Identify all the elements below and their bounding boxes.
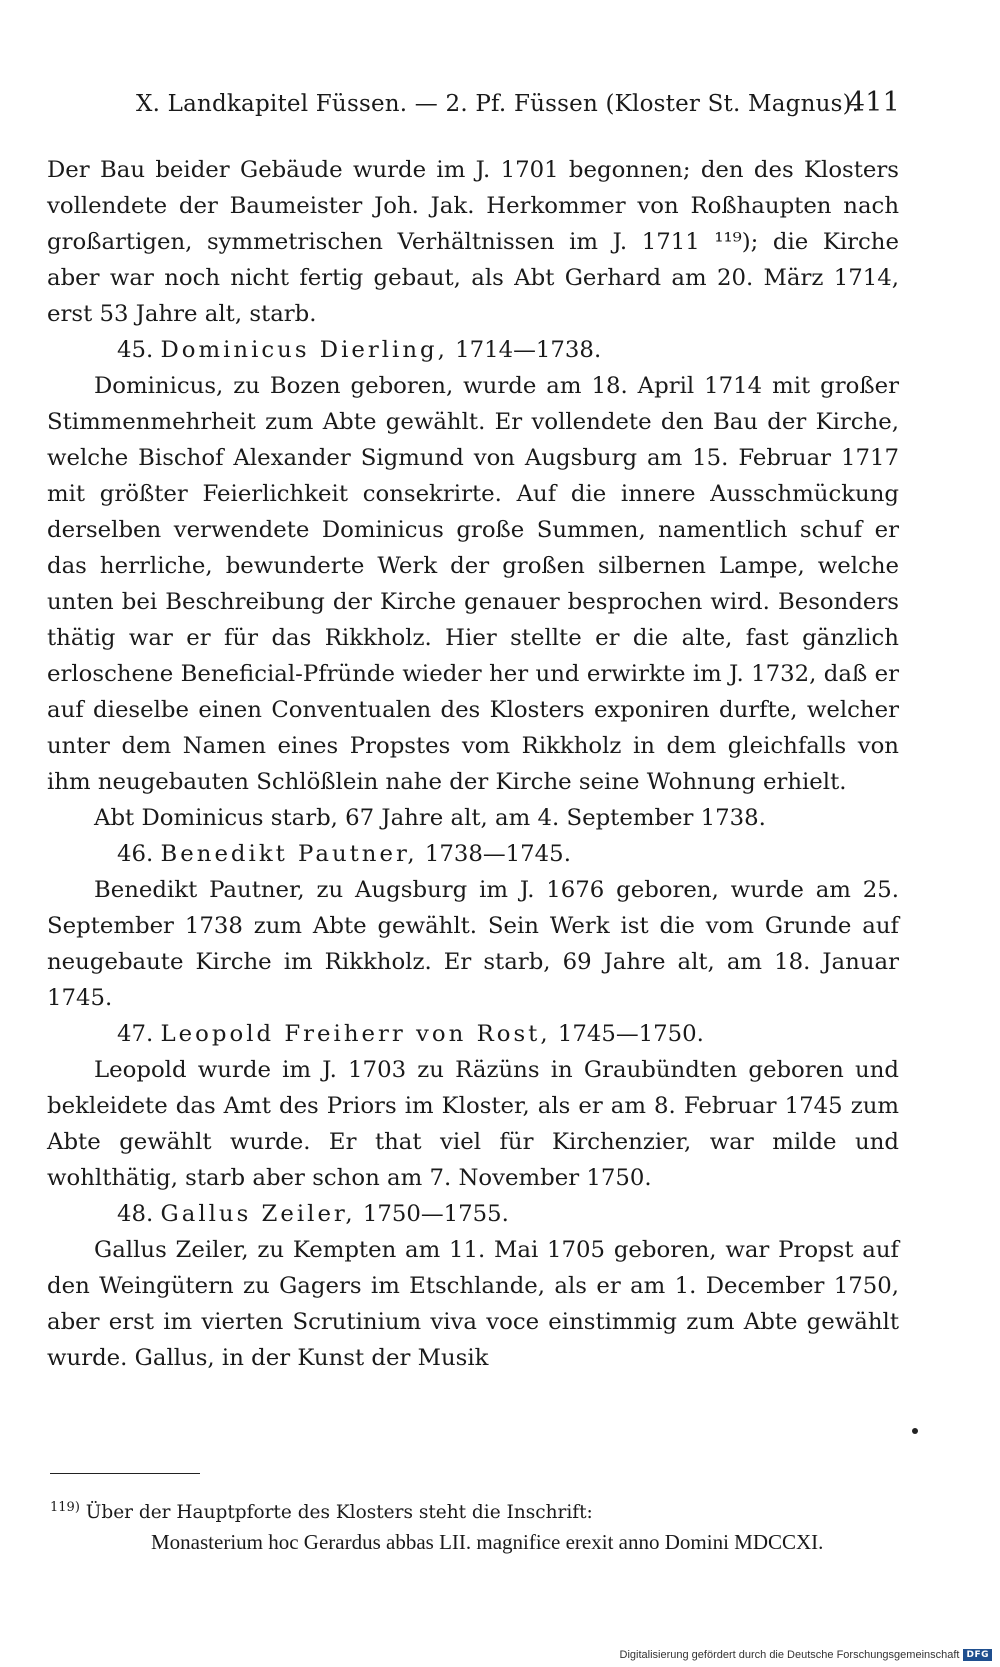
heading-name: Benedikt Pautner, [160, 841, 418, 867]
heading-years: 1750—1755. [362, 1201, 509, 1227]
running-head [100, 85, 900, 125]
footnote-intro: Über der Hauptpforte des Klosters steht die Inschrift: [85, 1502, 593, 1524]
page-number: 411 [847, 87, 900, 118]
abbot-heading-47 [47, 1016, 899, 1052]
paragraph-6: Gallus Zeiler, zu Kempten am 11. Mai 1705 geboren, war Propst auf den Weingütern zu Gagers im Etschlande, als er am 1. December 1750, aber erst im vierten Scrutinium viva voce einstimmig zum Abte gewählt wurde. Gallus, in der Kunst der Musik [47, 1237, 899, 1371]
footnotes [50, 1494, 900, 1557]
paragraph-2: Dominicus, zu Bozen geboren, wurde am 18. April 1714 mit großer Stimmenmehrheit zum Abte gewählt. Er vollendete den Bau der Kirche, welche Bischof Alexander Sigmund von Augsburg am 15. Februar 1717 mit größter Feierlichkeit consekrirte. Auf die innere Ausschmückung derselben verwendete Dominicus große Summen, namentlich schuf er das herrliche, bewunderte Werk der großen silbernen Lampe, welche unten bei Beschreibung der Kirche genauer besprochen wird. Besonders thätig war er für das Rikkholz. Hier stellte er die alte, fast gänzlich erloschene Beneficial-Pfründe wieder her und erwirkte im J. 1732, daß er auf dieselbe einen Conventualen des Klosters exponiren durfte, welcher unter dem Namen eines Propstes vom Rikkholz in dem gleichfalls von ihm neugebauten Schlößlein nahe der Kirche seine Wohnung erhielt. [47, 373, 899, 795]
digitization-notice [620, 1649, 992, 1661]
heading-name: Leopold Freiherr von Rost, [160, 1021, 551, 1047]
main-text [47, 152, 899, 1376]
paragraph-3: Abt Dominicus starb, 67 Jahre alt, am 4. September 1738. [94, 805, 766, 831]
heading-number: 48. [117, 1201, 154, 1227]
heading-years: 1745—1750. [557, 1021, 704, 1047]
footnote-divider [50, 1473, 200, 1474]
heading-years: 1738—1745. [424, 841, 571, 867]
paragraph-1: Der Bau beider Gebäude wurde im J. 1701 begonnen; den des Klosters vollendete der Baumeister Joh. Jak. Herkommer von Roßhaupten nach großartigen, symmetrischen Verhältnissen im J. 1711 ¹¹⁹); die Kirche aber war noch nicht fertig gebaut, als Abt Gerhard am 20. März 1714, erst 53 Jahre alt, starb. [47, 157, 899, 327]
abbot-heading-48 [47, 1196, 899, 1232]
footnote-marker: 119) [50, 1500, 80, 1515]
footnote-inscription: Monasterium hoc Gerardus abbas LII. magnifice erexit anno Domini MDCCXI. [151, 1530, 824, 1555]
heading-number: 47. [117, 1021, 154, 1047]
footnote-119 [50, 1494, 900, 1527]
print-dot [912, 1428, 918, 1434]
paragraph-5: Leopold wurde im J. 1703 zu Räzüns in Graubündten geboren und bekleidete das Amt des Priors im Kloster, als er am 8. Februar 1745 zum Abte gewählt wurde. Er that viel für Kirchenzier, war milde und wohlthätig, starb aber schon am 7. November 1750. [47, 1057, 899, 1191]
paragraph-4: Benedikt Pautner, zu Augsburg im J. 1676 geboren, wurde am 25. September 1738 zum Abte gewählt. Sein Werk ist die vom Grunde auf neugebaute Kirche im Rikkholz. Er starb, 69 Jahre alt, am 18. Januar 1745. [47, 877, 899, 1011]
heading-name: Gallus Zeiler, [160, 1201, 356, 1227]
dfg-logo: DFG [963, 1649, 992, 1661]
running-head-title: X. Landkapitel Füssen. — 2. Pf. Füssen (Kloster St. Magnus). [136, 91, 860, 117]
digitization-notice-text: Digitalisierung gefördert durch die Deutsche Forschungsgemeinschaft [619, 1649, 960, 1661]
heading-years: 1714—1738. [455, 337, 602, 363]
heading-number: 45. [117, 337, 154, 363]
heading-number: 46. [117, 841, 154, 867]
abbot-heading-46 [47, 836, 899, 872]
abbot-heading-45 [47, 332, 899, 368]
heading-name: Dominicus Dierling, [160, 337, 448, 363]
